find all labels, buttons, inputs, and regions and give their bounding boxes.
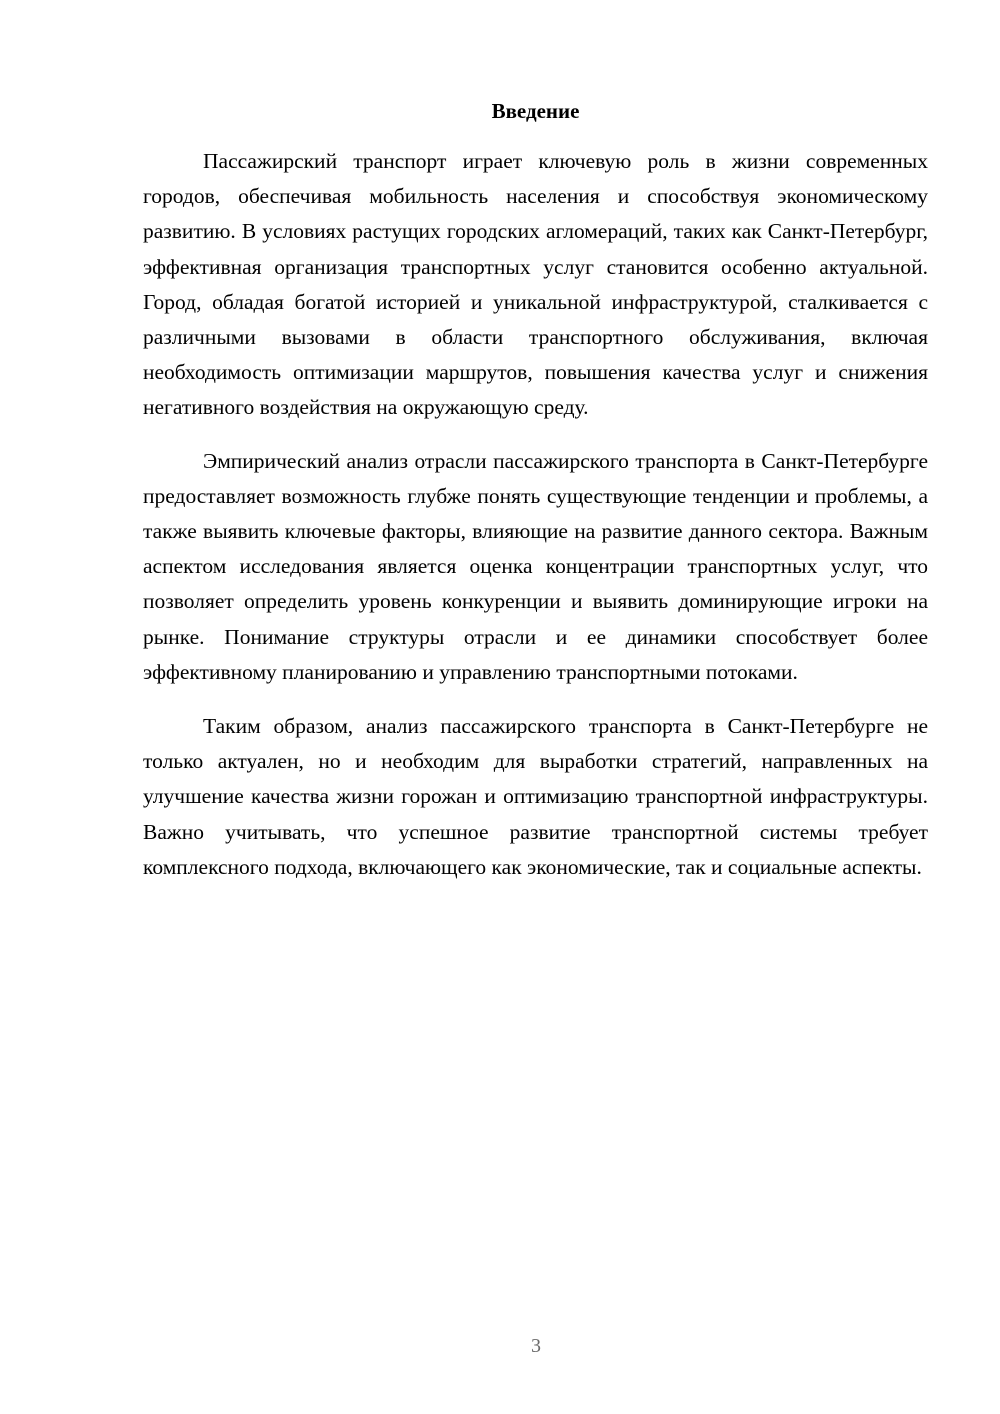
section-heading: Введение [491,99,580,123]
page-number: 3 [531,1335,541,1357]
paragraph-3: Таким образом, анализ пассажирского транспорта в Санкт-Петербурге не только актуален, но и необходим для выработки стратегий, направленных на улучшение качества жизни горожан и оптимизацию транспортной инфраструктуры. Важно учитывать, что успешное развитие транспортной системы требует комплексного подхода, включающего как экономические, так и социальные аспекты. [143,714,928,879]
paragraph-1: Пассажирский транспорт играет ключевую роль в жизни современных городов, обеспечивая мобильность населения и способствуя экономическому развитию. В условиях растущих городских агломераций, таких как Санкт-Петербург, эффективная организация транспортных услуг становится особенно актуальной. Город, обладая богатой историей и уникальной инфраструктурой, сталкивается с различными вызовами в области транспортного обслуживания, включая необходимость оптимизации маршрутов, повышения качества услуг и снижения негативного воздействия на окружающую среду. [143,149,928,420]
paragraph-2: Эмпирический анализ отрасли пассажирского транспорта в Санкт-Петербурге предоставляет возможность глубже понять существующие тенденции и проблемы, а также выявить ключевые факторы, влияющие на развитие данного сектора. Важным аспектом исследования является оценка концентрации транспортных услуг, что позволяет определить уровень конкуренции и выявить доминирующие игроки на рынке. Понимание структуры отрасли и ее динамики способствует более эффективному планированию и управлению транспортными потоками. [143,448,928,684]
page-content [143,96,928,885]
